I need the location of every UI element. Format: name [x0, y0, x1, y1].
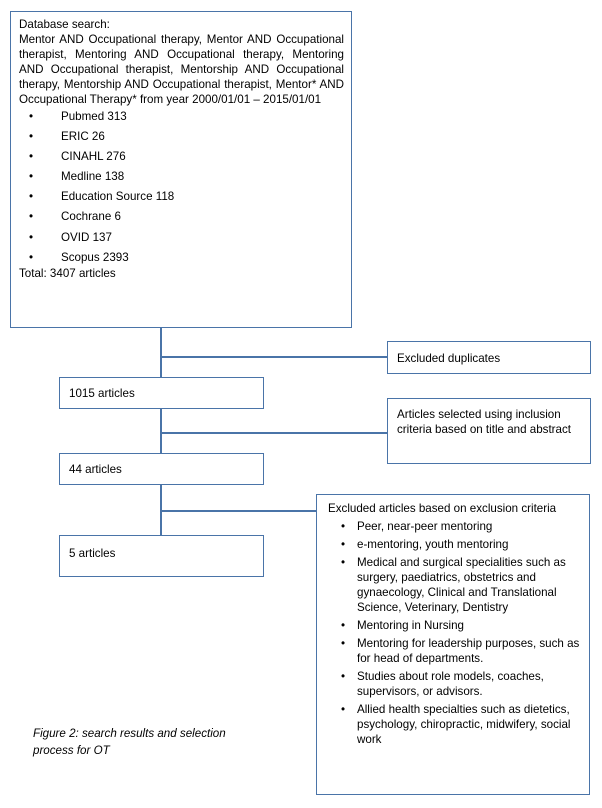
bullet-icon: • — [29, 170, 34, 184]
database-item-label: Scopus 2393 — [61, 250, 129, 264]
bullet-icon: • — [29, 190, 34, 204]
exclusion-criteria-box — [316, 494, 590, 795]
database-item — [29, 147, 344, 167]
database-total: Total: 3407 articles — [19, 266, 116, 280]
database-item-label: Education Source 118 — [61, 190, 175, 204]
figure-caption: Figure 2: search results and selection process for OT — [33, 727, 226, 757]
exclusion-criterion: • Studies about role models, coaches, supervisors, or advisors. — [328, 669, 585, 699]
connector-main-2 — [160, 409, 162, 453]
database-search-box — [10, 11, 352, 328]
articles-1015-label: 1015 articles — [69, 387, 135, 400]
exclusion-criteria-heading: Excluded articles based on exclusion criteria — [328, 502, 557, 515]
database-item-label: Pubmed 313 — [61, 110, 127, 123]
exclusion-criterion: • Mentoring for leadership purposes, such as for head of departments. — [328, 636, 585, 666]
database-search-heading: Database search: — [19, 18, 110, 31]
exclusion-criteria-list — [328, 519, 585, 747]
exclusion-criterion: • e-mentoring, youth mentoring — [328, 537, 585, 552]
excluded-duplicates-box — [387, 341, 591, 374]
articles-5-box — [59, 535, 264, 577]
connector-main-1 — [160, 328, 162, 377]
database-item-label: Cochrane 6 — [61, 210, 121, 224]
database-item — [29, 107, 344, 127]
bullet-icon: • — [29, 250, 34, 264]
bullet-icon: • — [29, 130, 34, 144]
database-item-label: ERIC 26 — [61, 130, 105, 144]
database-item — [29, 207, 344, 227]
articles-1015-box — [59, 377, 264, 409]
connector-to-exclusion — [160, 510, 316, 512]
connector-to-inclusion — [160, 432, 387, 434]
inclusion-criteria-box — [387, 398, 591, 464]
database-item — [29, 248, 344, 268]
connector-to-duplicates — [160, 356, 387, 358]
database-list — [19, 107, 344, 268]
database-item-label: OVID 137 — [61, 230, 112, 244]
database-item-label: Medline 138 — [61, 170, 125, 184]
excluded-duplicates-label: Excluded duplicates — [397, 352, 501, 365]
articles-5-label: 5 articles — [69, 547, 116, 560]
database-item — [29, 187, 344, 207]
bullet-icon: • — [29, 210, 34, 224]
inclusion-criteria-label: Articles selected using inclusion criteria based on title and abstract — [397, 408, 572, 436]
exclusion-criterion: • Mentoring in Nursing — [328, 618, 585, 633]
articles-44-label: 44 articles — [69, 463, 122, 476]
exclusion-criterion: • Medical and surgical specialities such as surgery, paediatrics, obstetrics and gynaecology, Clinical and Translational Science, Veterinary, Dentistry — [328, 555, 585, 615]
exclusion-criterion: • Peer, near-peer mentoring — [328, 519, 585, 534]
database-item — [29, 167, 344, 187]
bullet-icon: • — [29, 150, 34, 164]
database-search-query: Mentor AND Occupational therapy, Mentor AND Occupational therapist, Mentoring AND Occupational therapy, Mentoring AND Occupational therapist, Mentorship AND Occupational therapy, Mentorship AND Occupational therapist, Mentor* AND Occupational Therapy* from year 2000/01/01 – 2015/01/01 — [19, 33, 344, 106]
database-item-label: CINAHL 276 — [61, 150, 126, 164]
database-item — [29, 228, 344, 248]
bullet-icon: • — [29, 110, 34, 123]
bullet-icon: • — [29, 230, 34, 244]
articles-44-box — [59, 453, 264, 485]
database-item — [29, 127, 344, 147]
exclusion-criterion: • Allied health specialties such as dietetics, psychology, chiropractic, midwifery, social work — [328, 702, 585, 747]
